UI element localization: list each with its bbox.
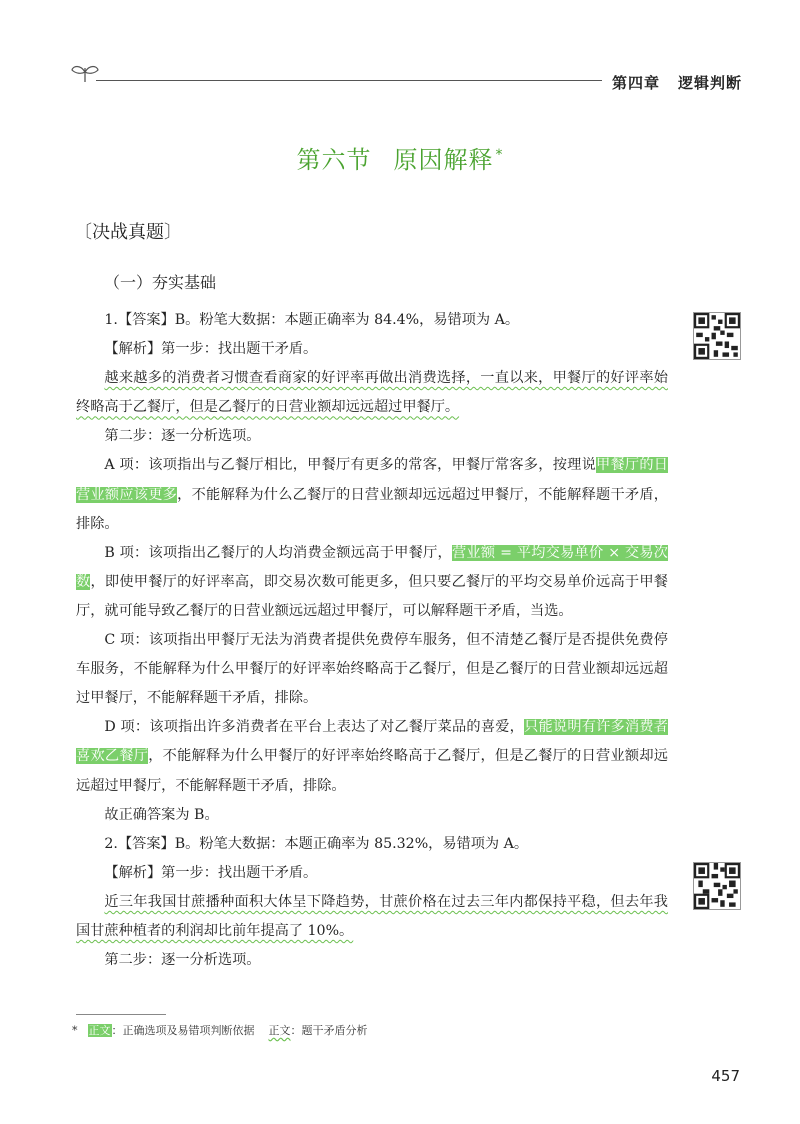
subsection-title: （一）夯实基础 [104,273,217,292]
q2-contradiction [76,888,668,946]
header-rule [96,80,602,81]
q1-answer-line [76,306,668,335]
footnote-text-2: ：题干矛盾分析 [290,1024,368,1037]
q1-option-d [76,713,668,800]
q1-option-b-text: B 项：该项指出乙餐厅的人均消费金额远高于甲餐厅， [104,544,452,561]
q1-option-d-highlight: 只能说明有许多消费者喜欢乙餐厅 [76,719,668,765]
q2-answer-line [76,830,668,859]
q2-answer-label: 【答案】 [117,835,175,852]
q2-step2: 第二步：逐一分析选项。 [104,952,261,969]
q1-option-b-rest: ，即使甲餐厅的好评率高，即交易次数可能更多，但只要乙餐厅的平均交易单价远高于甲餐厅，就可能导致乙餐厅的日营业额远远超过甲餐厅，可以解释题干矛盾，当选。 [76,573,668,619]
q1-analysis-label: 【解析】 [104,341,162,358]
q1-option-d-rest: ，不能解释为什么甲餐厅的好评率始终略高于乙餐厅，但是乙餐厅的日营业额却远远超过甲餐厅，不能解释题干矛盾，排除。 [76,748,668,794]
q2-step1: 第一步：找出题干矛盾。 [161,864,318,881]
qr-code-q2[interactable] [693,862,741,910]
chapter-number: 第四章 [612,74,661,92]
q1-option-a-rest: ，不能解释为什么乙餐厅的日营业额却远远超过甲餐厅，不能解释题干矛盾，排除。 [76,486,668,532]
answer-body [76,306,668,975]
q1-contradiction-text: 越来越多的消费者习惯查看商家的好评率再做出消费选择，一直以来，甲餐厅的好评率始终略高于乙餐厅，但是乙餐厅的日营业额却远远超过甲餐厅。 [76,370,668,416]
footnote-text-1: ：正确选项及易错项判断依据 [111,1024,255,1037]
q1-option-a-highlight: 甲餐厅的日营业额应该更多 [76,457,668,503]
q1-option-b [76,539,668,626]
footnote-label-highlight: 正文 [88,1024,111,1037]
q1-analysis-line [76,335,668,364]
q2-number: 2. [104,835,118,852]
exam-heading-text: 决战真题 [92,222,164,243]
q1-option-a-text: A 项：该项指出与乙餐厅相比，甲餐厅有更多的常客，甲餐厅常客多，按理说 [104,457,597,474]
section-label: 第六节 [296,146,372,174]
footnote-rule [76,1014,166,1015]
qr-icon [694,863,740,909]
qr-icon [694,313,740,359]
q1-number: 1. [104,312,118,328]
section-name: 原因解释 [393,146,494,174]
page-number: 457 [711,1067,740,1085]
chapter-header [612,72,742,93]
exam-heading-close: 〕 [164,222,182,243]
q1-answer-text: B。粉笔大数据：本题正确率为 84.4%，易错项为 A。 [174,312,520,328]
q2-answer-text: B。粉笔大数据：本题正确率为 85.32%，易错项为 A。 [174,835,529,852]
q1-answer-label: 【答案】 [117,312,175,328]
q2-analysis-label: 【解析】 [104,864,162,881]
footnote-label-wavy: 正文 [268,1024,291,1037]
footnote [72,1022,368,1038]
q1-conclusion: 故正确答案为 B。 [104,806,219,823]
q2-contradiction-text: 近三年我国甘蔗播种面积大体呈下降趋势，甘蔗价格在过去三年内都保持平稳，但去年我国甘蔗种植者的利润却比前年提高了 10%。 [76,893,668,939]
q2-analysis-line [76,859,668,888]
section-title [0,140,800,175]
q1-step2: 第二步：逐一分析选项。 [104,428,261,445]
chapter-title: 逻辑判断 [678,74,743,92]
footnote-star: * [72,1024,78,1037]
exam-heading [74,218,182,244]
q1-option-a [76,451,668,538]
q1-option-c: C 项：该项指出甲餐厅无法为消费者提供免费停车服务，但不清楚乙餐厅是否提供免费停车服务，不能解释为什么甲餐厅的好评率始终略高于乙餐厅，但是乙餐厅的日营业额却远远超过甲餐厅，不能解释题干矛盾，排除。 [76,632,668,707]
q1-contradiction [76,364,668,422]
qr-code-q1[interactable] [693,312,741,360]
exam-heading-open: 〔 [74,222,92,243]
q1-step1: 第一步：找出题干矛盾。 [161,341,318,358]
section-mark: * [495,147,504,163]
q1-option-d-text: D 项：该项指出许多消费者在平台上表达了对乙餐厅菜品的喜爱， [104,719,525,736]
q1-option-b-highlight: 营业额 = 平均交易单价 × 交易次数 [76,544,668,590]
